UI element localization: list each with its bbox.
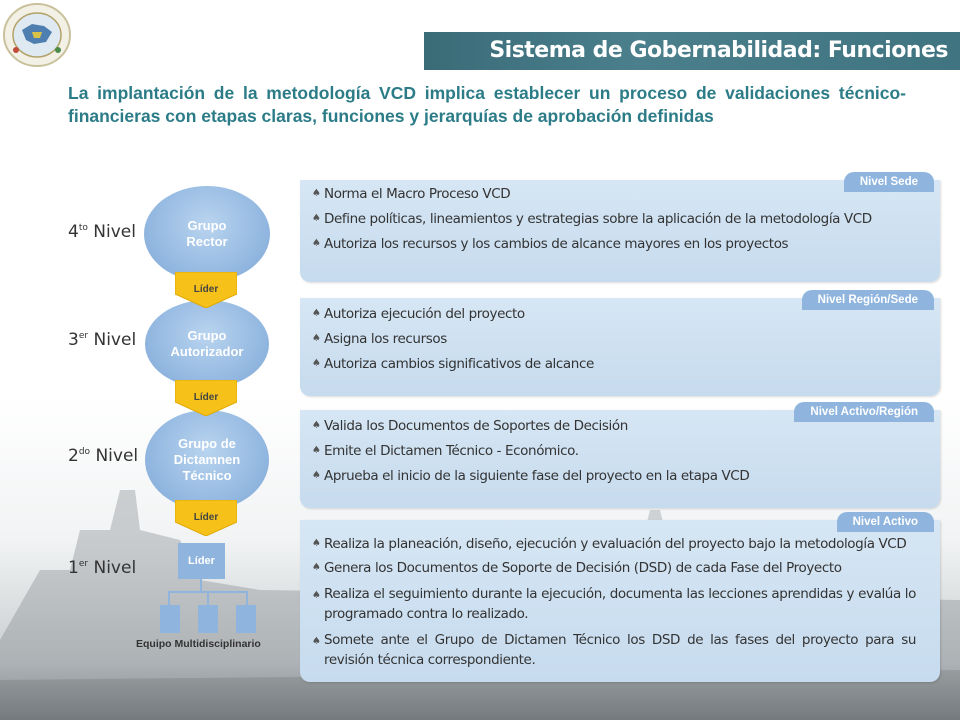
panel-item: ♠ Autoriza los recursos y los cambios de alcance mayores en los proyectos bbox=[312, 236, 789, 252]
panel-tag: Nivel Activo bbox=[837, 512, 934, 532]
panel-item: ♠ Norma el Macro Proceso VCD bbox=[312, 186, 511, 202]
panel-item: ♠ Valida los Documentos de Soportes de Decisión bbox=[312, 418, 628, 434]
panel-item: ♠ Define políticas, lineamientos y estrategias sobre la aplicación de la metodología VCD bbox=[312, 211, 872, 227]
level-label-1: 1er Nivel bbox=[68, 558, 137, 578]
bullet-icon: ♠ bbox=[312, 445, 321, 456]
panel-tag: Nivel Región/Sede bbox=[802, 290, 934, 310]
bullet-icon: ♠ bbox=[312, 358, 321, 369]
organization-logo bbox=[2, 2, 72, 68]
bullet-icon: ♠ bbox=[312, 333, 321, 344]
team-member-box bbox=[160, 605, 180, 633]
team-connector-vertical bbox=[200, 579, 202, 591]
bullet-icon: ♠ bbox=[312, 562, 321, 573]
team-member-box bbox=[236, 605, 256, 633]
grupo-rector-node: Grupo Rector bbox=[144, 186, 270, 282]
team-connector-left bbox=[168, 591, 170, 605]
lider-box: Líder bbox=[178, 543, 225, 579]
grupo-autorizador-node: Grupo Autorizador bbox=[145, 300, 269, 388]
panel-item: ♠ Realiza el seguimiento durante la ejecución, documenta las lecciones aprendidas y evalúa lo programado contra lo realizado. bbox=[312, 586, 916, 622]
panel-item: ♠ Genera los Documentos de Soporte de Decisión (DSD) de cada Fase del Proyecto bbox=[312, 560, 842, 576]
page-title: Sistema de Gobernabilidad: Funciones bbox=[424, 32, 960, 70]
bullet-icon: ♠ bbox=[312, 538, 321, 549]
panel-nivel-sede bbox=[300, 176, 940, 282]
bullet-icon: ♠ bbox=[312, 590, 321, 601]
panel-nivel-region-sede bbox=[300, 294, 940, 396]
bullet-icon: ♠ bbox=[312, 636, 321, 647]
panel-item: ♠ Emite el Dictamen Técnico - Económico. bbox=[312, 443, 579, 459]
bullet-icon: ♠ bbox=[312, 188, 321, 199]
panel-item: ♠ Asigna los recursos bbox=[312, 331, 447, 347]
panel-item: ♠ Aprueba el inicio de la siguiente fase del proyecto en la etapa VCD bbox=[312, 468, 750, 484]
panel-item: ♠ Somete ante el Grupo de Dictamen Técnico los DSD de las fases del proyecto para su revisión técnica correspondiente. bbox=[312, 632, 916, 668]
bullet-icon: ♠ bbox=[312, 213, 321, 224]
team-label: Equipo Multidisciplinario bbox=[136, 638, 261, 650]
team-connector-middle bbox=[207, 591, 209, 605]
bullet-icon: ♠ bbox=[312, 470, 321, 481]
team-member-box bbox=[198, 605, 218, 633]
bullet-icon: ♠ bbox=[312, 238, 321, 249]
bullet-icon: ♠ bbox=[312, 420, 321, 431]
level-label-4: $4^{to}$ Nivel bbox=[68, 222, 136, 242]
lider-arrow-3: Líder bbox=[175, 500, 237, 536]
lider-arrow-2: Líder bbox=[175, 380, 237, 416]
intro-text: La implantación de la metodología VCD implica establecer un proceso de validaciones técnico-financieras con etapas claras, funciones y jerarquías de aprobación definidas bbox=[68, 83, 906, 126]
panel-item: ♠ Autoriza ejecución del proyecto bbox=[312, 306, 525, 322]
panel-nivel-activo-region bbox=[300, 406, 940, 508]
lider-arrow-1: Líder bbox=[175, 272, 237, 308]
level-label-3: 3er Nivel bbox=[68, 330, 137, 350]
panel-item: ♠ Realiza la planeación, diseño, ejecución y evaluación del proyecto bajo la metodología VCD bbox=[312, 536, 907, 552]
panel-nivel-activo bbox=[300, 516, 940, 682]
panel-tag: Nivel Sede bbox=[844, 172, 934, 192]
panel-tag: Nivel Activo/Región bbox=[794, 402, 934, 422]
bullet-icon: ♠ bbox=[312, 308, 321, 319]
panel-item: ♠ Autoriza cambios significativos de alcance bbox=[312, 356, 594, 372]
grupo-dictamen-node: Grupo de Dictamnen Técnico bbox=[145, 410, 269, 510]
level-label-2: $2^{do}$ Nivel bbox=[68, 446, 139, 466]
team-connector-right bbox=[246, 591, 248, 605]
